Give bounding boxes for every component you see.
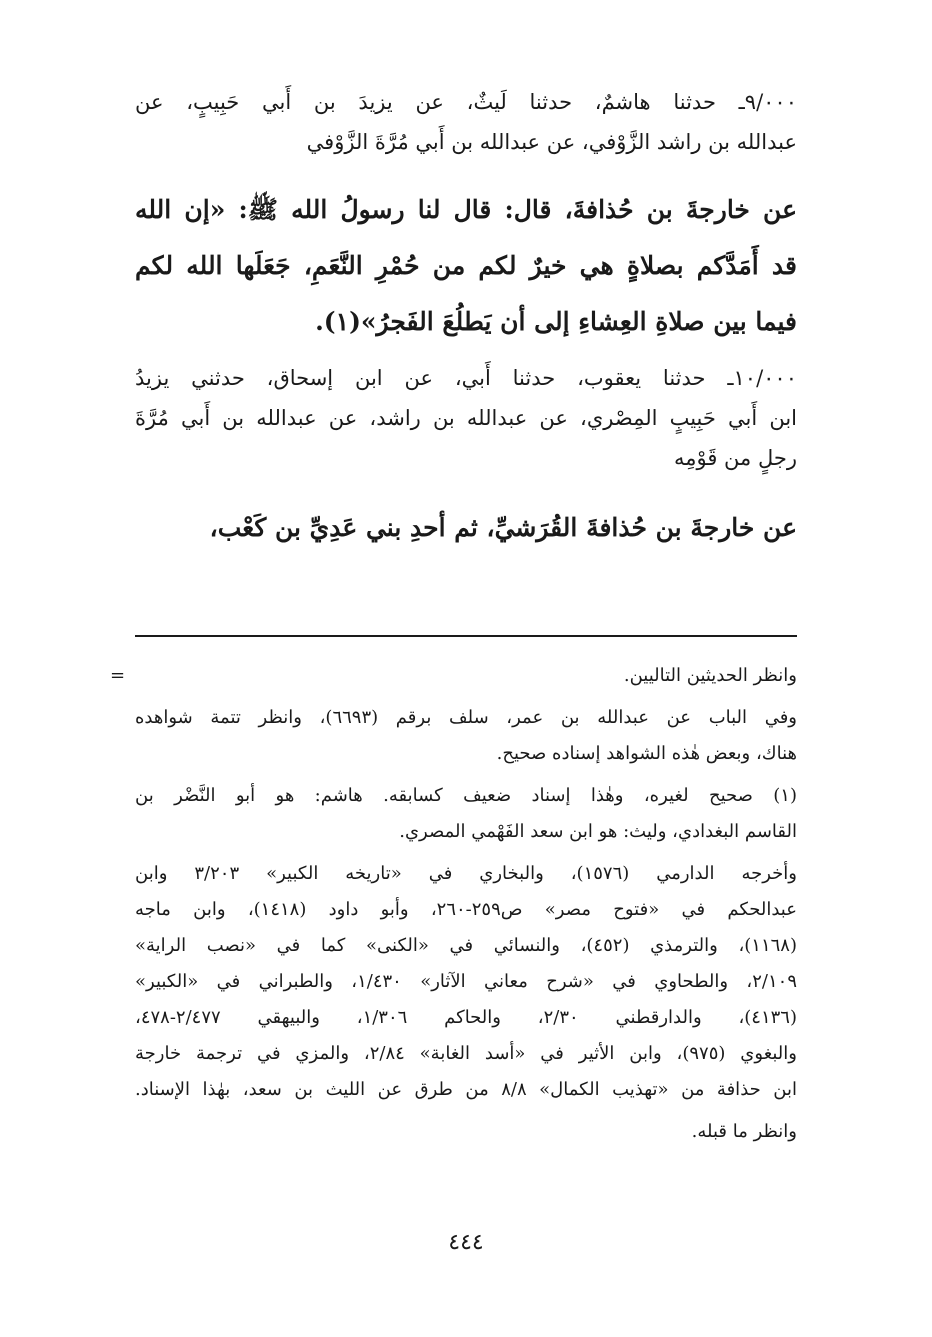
chain-line: ٩/٠٠٠ـ حدثنا هاشمٌ، حدثنا لَيثٌ، عن يزيدَ بن أَبي حَبِيبٍ، عن bbox=[135, 90, 797, 114]
hadith-10-chain bbox=[135, 358, 797, 478]
footnote-line: عبدالحكم في «فتوح مصر» ص٢٥٩-٢٦٠، وأبو داود (١٤١٨)، وابن ماجه bbox=[135, 899, 797, 920]
footnote-line: (١) صحيح لغيره، وهٰذا إسناد ضعيف كسابقه. هاشم: هو أبو النَّضْر بن bbox=[135, 785, 797, 806]
hadith-line: عن خارجةَ بن حُذافةَ القُرَشيِّ، ثم أحدِ بني عَدِيِّ بن كَعْب، bbox=[209, 513, 797, 542]
continuation-mark: = bbox=[110, 665, 126, 686]
footnote-line: وانظر ما قبله. bbox=[691, 1121, 797, 1142]
hadith-line: عن خارجةَ بن حُذافةَ، قال: قال لنا رسولُ الله ﷺ: «إن الله bbox=[135, 195, 797, 224]
footnotes bbox=[135, 658, 797, 1150]
hadith-9-chain bbox=[135, 82, 797, 162]
chain-line: رجلٍ من قَوْمِه bbox=[673, 446, 797, 470]
hadith-10-text bbox=[135, 500, 797, 556]
footnote-line: ابن حذافة من «تهذيب الكمال» ٨/٨ من طرق عن الليث بن سعد، بهٰذا الإسناد. bbox=[135, 1079, 797, 1100]
footnote-line: (١١٦٨)، والترمذي (٤٥٢)، والنسائي في «الكنى» كما في «نصب الراية» bbox=[135, 935, 797, 956]
hadith-line: فيما بين صلاةِ العِشاءِ إلى أن يَطلُعَ الفَجرُ»(١). bbox=[315, 307, 797, 336]
footnote-line: (٤١٣٦)، والدارقطني ٢/٣٠، والحاكم ١/٣٠٦، والبيهقي ٢/٤٧٧-٤٧٨، bbox=[135, 1007, 797, 1028]
footnote-line: هناك، وبعض هٰذه الشواهد إسناده صحيح. bbox=[496, 743, 797, 764]
footnote-line: القاسم البغدادي، وليث: هو ابن سعد الفَهْمي المصري. bbox=[399, 821, 797, 842]
page-number: ٤٤٤ bbox=[448, 1230, 484, 1255]
footnote-line: وفي الباب عن عبدالله بن عمر، سلف برقم (٦٦٩٣)، وانظر تتمة شواهده bbox=[135, 707, 797, 728]
footnote-separator bbox=[135, 635, 797, 637]
chain-line: ١٠/٠٠٠ـ حدثنا يعقوب، حدثنا أَبي، عن ابن إسحاق، حدثني يزيدُ bbox=[135, 366, 797, 390]
hadith-line: قد أَمَدَّكم بصلاةٍ هي خيرٌ لكم من حُمْرِ النَّعَمِ، جَعَلَها الله لكم bbox=[135, 251, 797, 280]
hadith-9-text bbox=[135, 182, 797, 350]
footnote-line: وأخرجه الدارمي (١٥٧٦)، والبخاري في «تاريخه الكبير» ٣/٢٠٣ وابن bbox=[135, 863, 797, 884]
footnote-line: ٢/١٠٩، والطحاوي في «شرح معاني الآثار» ١/٤٣٠، والطبراني في «الكبير» bbox=[135, 971, 797, 992]
chain-line: عبدالله بن راشد الزَّوْفي، عن عبدالله بن أَبي مُرَّةَ الزَّوْفي bbox=[306, 130, 797, 154]
chain-line: ابن أَبي حَبِيبٍ المِصْري، عن عبدالله بن راشد، عن عبدالله بن أَبي مُرَّةَ bbox=[135, 406, 797, 430]
footnote-line: والبغوي (٩٧٥)، وابن الأثير في «أسد الغابة» ٢/٨٤، والمزي في ترجمة خارجة bbox=[135, 1043, 797, 1064]
footnote-line: وانظر الحديثين التاليين. bbox=[623, 665, 797, 686]
